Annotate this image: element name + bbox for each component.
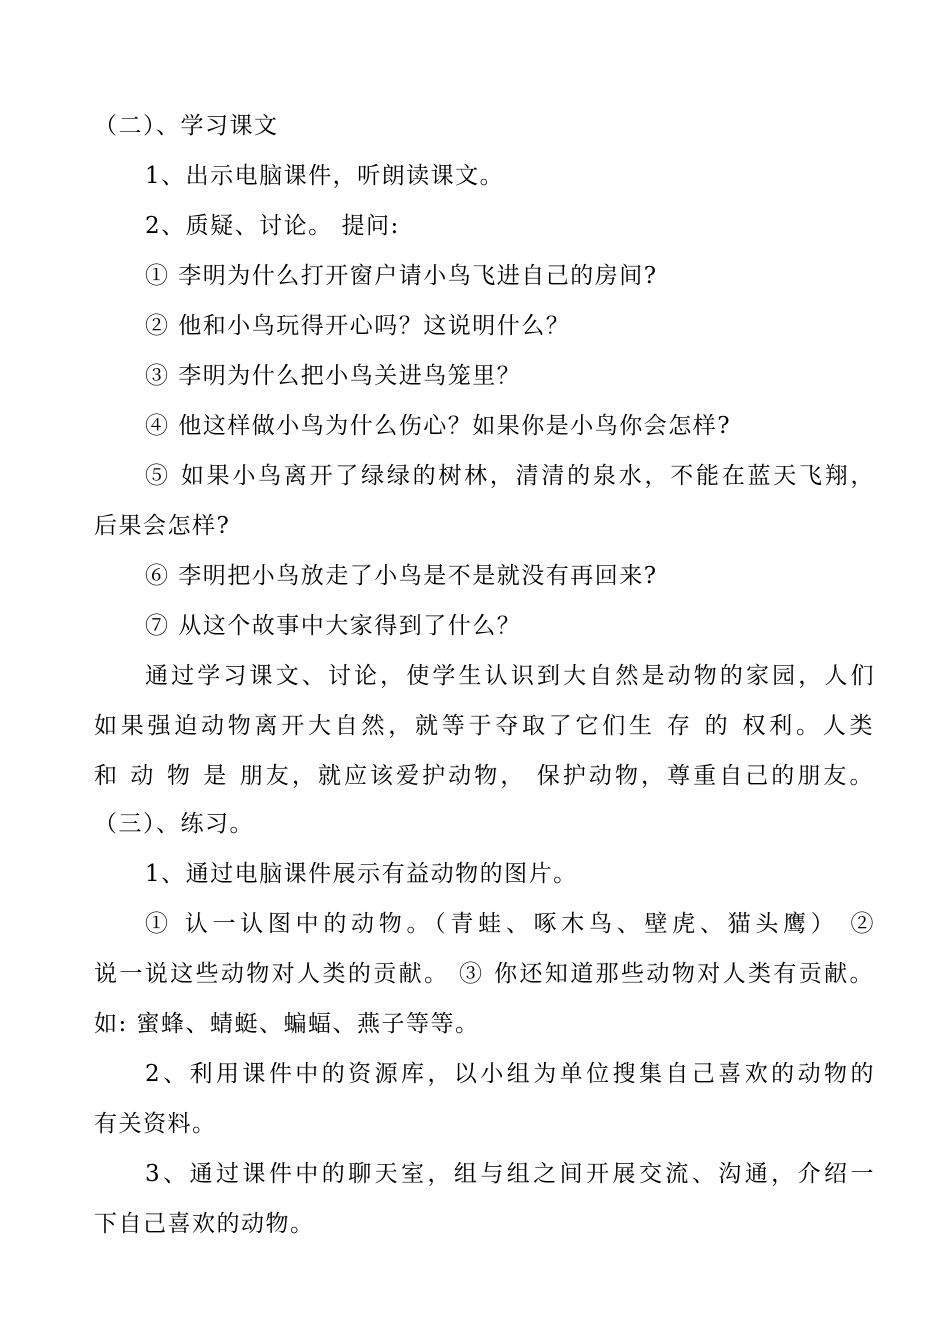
- question-item: ② 他和小鸟玩得开心吗？这说明什么？: [145, 313, 571, 339]
- text-line: 和 动 物 是 朋友，就应该爱护动物， 保护动物，尊重自己的朋友。: [94, 763, 874, 789]
- text-line: 如: 蜜蜂、蜻蜓、蝙蝠、燕子等等。: [94, 1011, 480, 1037]
- question-item: ④ 他这样做小鸟为什么伤心？如果你是小鸟你会怎样?: [145, 413, 732, 439]
- text-line: 2、质疑、讨论。 提问:: [145, 213, 400, 239]
- text-line: 1、通过电脑课件展示有益动物的图片。: [145, 861, 578, 887]
- question-item: ③ 李明为什么把小鸟关进鸟笼里？: [145, 363, 522, 389]
- text-line: 2、利用课件中的资源库，以小组为单位搜集自己喜欢的动物的: [145, 1061, 875, 1087]
- question-item: ⑥ 李明把小鸟放走了小鸟是不是就没有再回来?: [145, 563, 658, 589]
- text-line: 下自己喜欢的动物。: [94, 1211, 315, 1237]
- section-heading-practice: （三）、练习。: [94, 811, 254, 837]
- question-item: ⑦ 从这个故事中大家得到了什么？: [145, 613, 522, 639]
- text-line: 1、出示电脑课件，听朗读课文。: [145, 163, 505, 189]
- text-line: 说一说这些动物对人类的贡献。 ③ 你还知道那些动物对人类有贡献。: [94, 961, 874, 987]
- text-line: ① 认一认图中的动物。（青蛙、啄木鸟、壁虎、猫头鹰） ②: [145, 911, 875, 937]
- text-line: 3、通过课件中的聊天室，组与组之间开展交流、沟通，介绍一: [145, 1161, 875, 1187]
- text-line: 有关资料。: [94, 1111, 217, 1137]
- question-item: ⑤ 如果小鸟离开了绿绿的树林，清清的泉水，不能在蓝天飞翔，: [145, 463, 875, 489]
- text-line: 后果会怎样?: [94, 513, 231, 539]
- section-heading-study-text: （二）、学习课文: [94, 113, 279, 139]
- text-line: 通过学习课文、讨论，使学生认识到大自然是动物的家园，人们: [145, 663, 875, 689]
- text-line: 如果强迫动物离开大自然，就等于夺取了它们生 存 的 权利。人类: [94, 713, 874, 739]
- question-item: ① 李明为什么打开窗户请小鸟飞进自己的房间?: [145, 263, 658, 289]
